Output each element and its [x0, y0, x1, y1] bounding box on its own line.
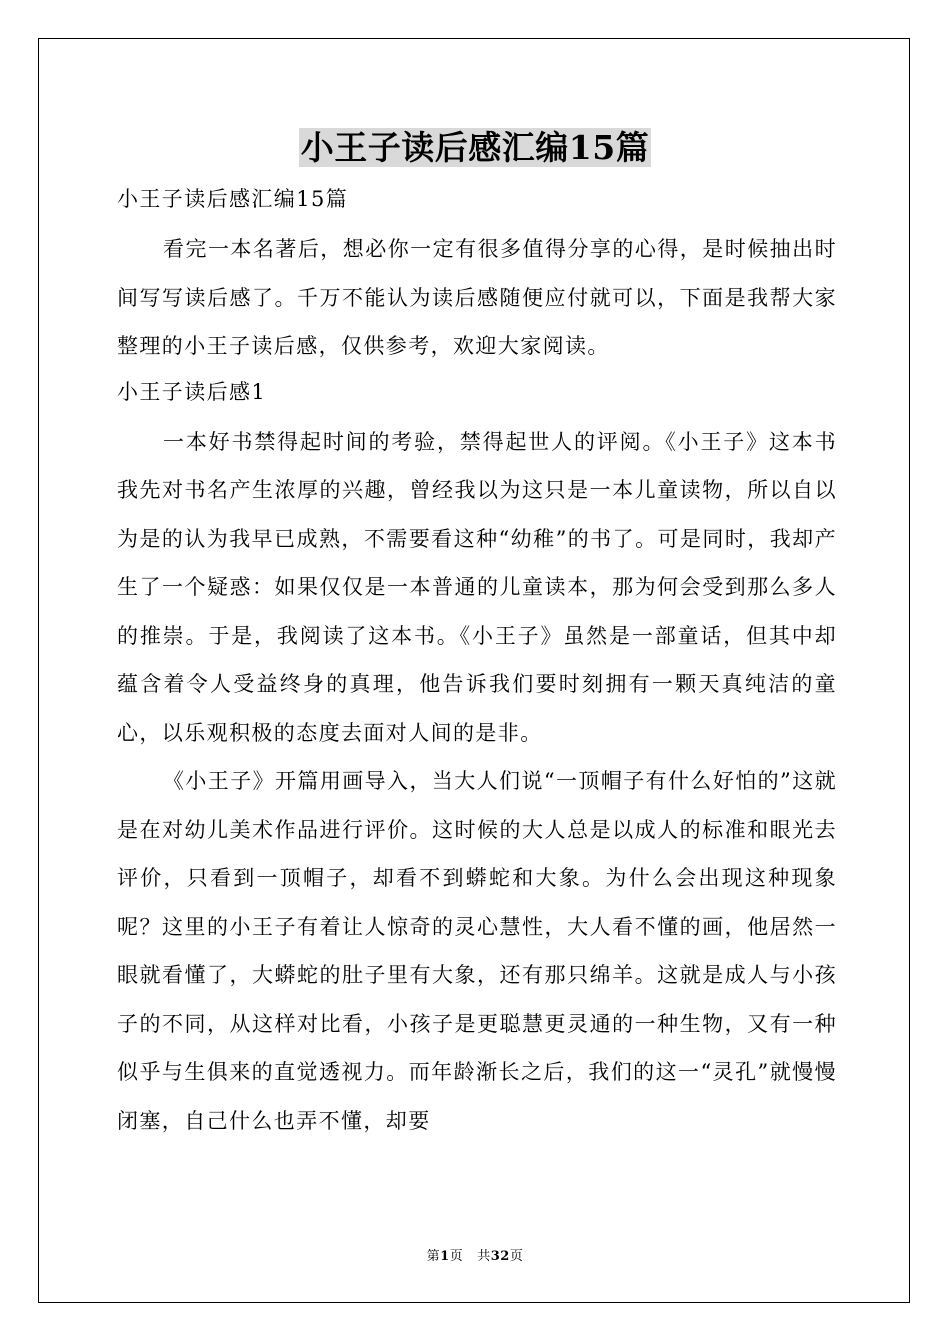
footer-page-prefix: 第	[426, 1249, 441, 1264]
document-subtitle: 小王子读后感汇编15篇	[117, 187, 349, 211]
section-heading: 小王子读后感1	[117, 379, 267, 404]
page-footer	[0, 1245, 950, 1264]
footer-page-suffix: 页	[449, 1249, 464, 1264]
footer-total-suffix: 页	[509, 1249, 524, 1264]
footer-page-number: 1	[440, 1249, 450, 1264]
document-body	[117, 178, 837, 1145]
footer-total-prefix: 共	[477, 1249, 491, 1264]
intro-paragraph: 看完一本名著后，想必你一定有很多值得分享的心得，是时候抽出时间写写读后感了。千万不能认为读后感随便应付就可以，下面是我帮大家整理的小王子读后感，仅供参考，欢迎大家阅读。	[117, 237, 837, 358]
footer-total-pages: 32	[490, 1249, 510, 1264]
body-paragraph-1: 一本好书禁得起时间的考验，禁得起世人的评阅。《小王子》这本书我先对书名产生浓厚的兴趣，曾经我以为这只是一本儿童读物，所以自以为是的认为我早已成熟，不需要看这种“幼稚”的书了。可是同时，我却产生了一个疑惑：如果仅仅是一本普通的儿童读本，那为何会受到那么多人的推崇。于是，我阅读了这本书。《小王子》虽然是一部童话，但其中却蕴含着令人受益终身的真理，他告诉我们要时刻拥有一颗天真纯洁的童心，以乐观积极的态度去面对人间的是非。	[117, 429, 837, 745]
body-paragraph-2: 《小王子》开篇用画导入，当大人们说“一顶帽子有什么好怕的”这就是在对幼儿美术作品进行评价。这时候的大人总是以成人的标准和眼光去评价，只看到一顶帽子，却看不到蟒蛇和大象。为什么会出现这种现象呢？这里的小王子有着让人惊奇的灵心慧性，大人看不懂的画，他居然一眼就看懂了，大蟒蛇的肚子里有大象，还有那只绵羊。这就是成人与小孩子的不同，从这样对比看，小孩子是更聪慧更灵通的一种生物，又有一种似乎与生俱来的直觉透视力。而年龄渐长之后，我们的这一“灵孔”就慢慢闭塞，自己什么也弄不懂，却要	[117, 769, 837, 1133]
document-title	[0, 124, 950, 172]
document-title-text: 小王子读后感汇编15篇	[300, 128, 650, 167]
